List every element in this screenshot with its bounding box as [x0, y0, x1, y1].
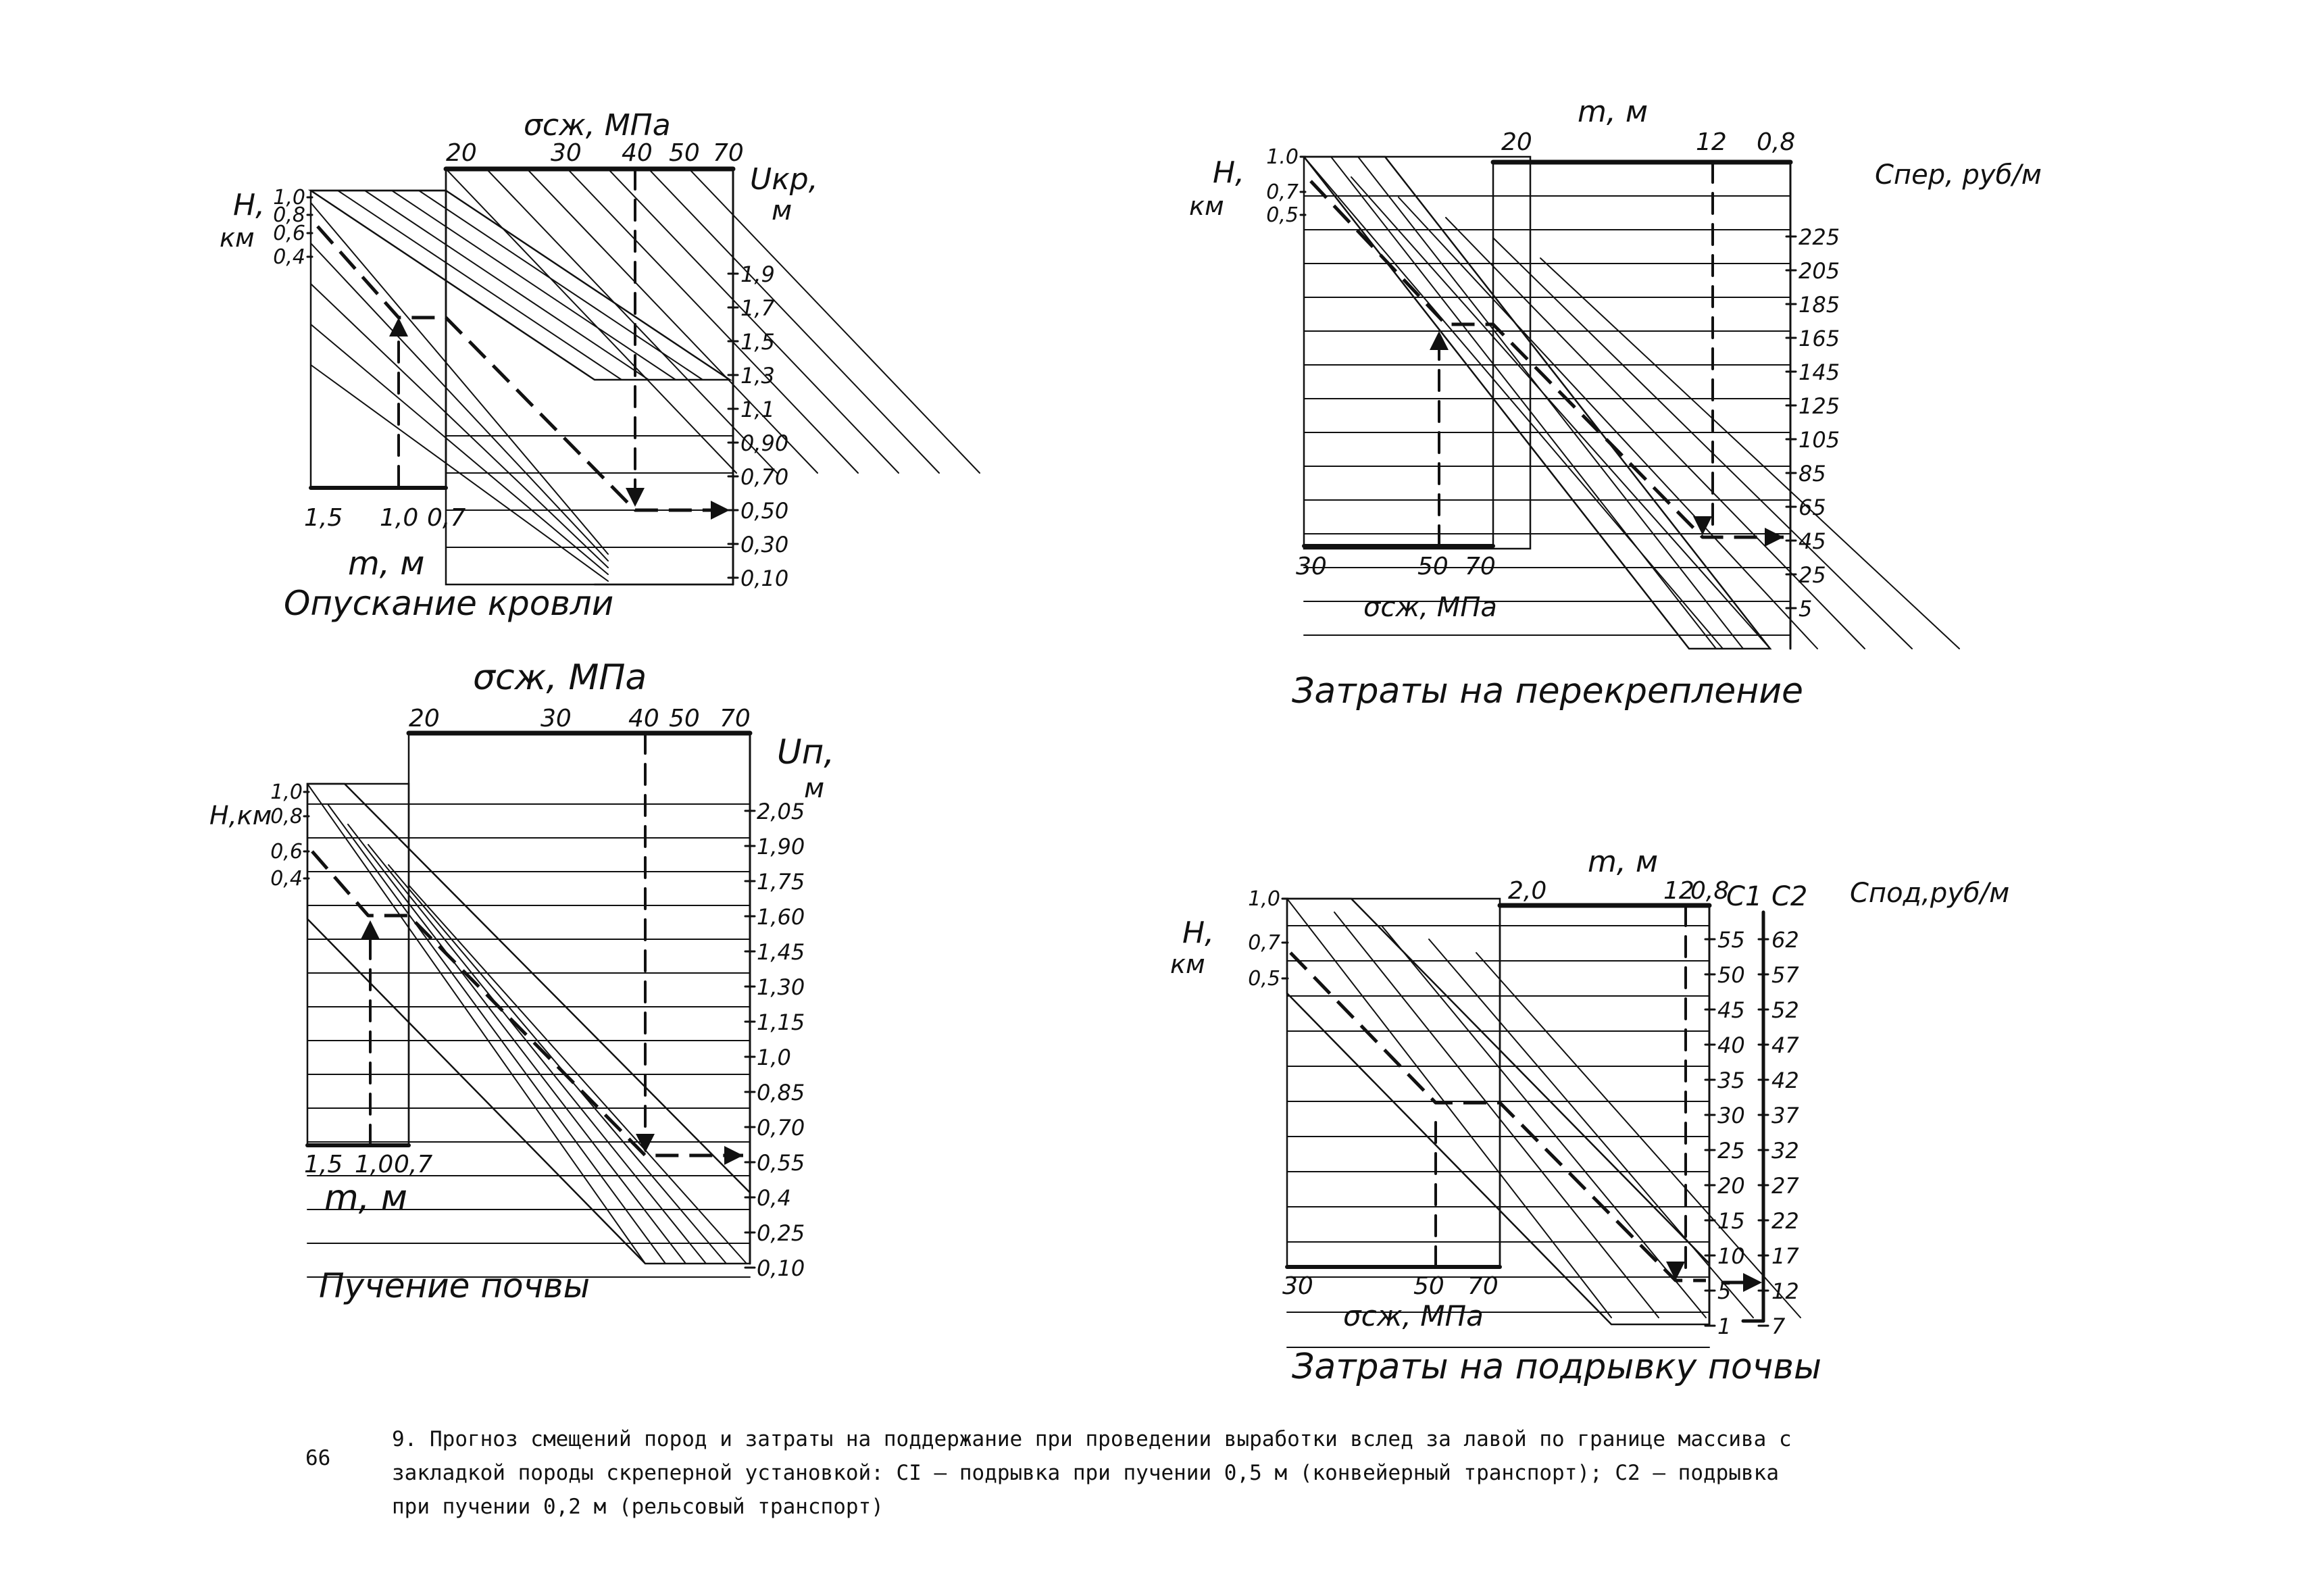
ripping-c1-tick: 10	[1717, 1243, 1745, 1269]
ripping-c1-tick: 40	[1717, 1032, 1745, 1058]
roof-right-tick: 1,5	[740, 329, 775, 355]
ripping-band-outline	[1287, 899, 1709, 1324]
heave-top-axis-label: σсж, МПа	[473, 657, 647, 698]
roof-right-axis-unit: м	[772, 195, 793, 226]
reinforce-left-tick: 1.0	[1266, 145, 1299, 169]
roof-bottom-tick: 1,0	[380, 504, 419, 532]
reinforce-right-tick: 205	[1799, 258, 1840, 284]
heave-bottom-tick: 0,7	[394, 1151, 433, 1178]
ripping-bottom-axis-label: σсж, МПа	[1343, 1299, 1484, 1332]
roof-bottom-tick: 1,5	[304, 504, 343, 532]
reinforce-right-tick: 5	[1799, 596, 1813, 622]
ripping-diagonal	[1476, 953, 1801, 1318]
ripping-c2-tick: 57	[1771, 962, 1799, 988]
heave-title: Пучение почвы	[319, 1266, 590, 1305]
heave-top-tick: 40	[628, 705, 659, 732]
ripping-c1-tick: 5	[1717, 1278, 1732, 1304]
heave-left-tick: 0,8	[270, 805, 303, 828]
ripping-c1-tick: 30	[1717, 1103, 1745, 1128]
ripping-diagonal	[1382, 926, 1706, 1318]
ripping-left-axis-label: H,	[1182, 916, 1215, 950]
ripping-top-tick: 12	[1663, 877, 1694, 905]
heave-left-axis-label: H,км	[209, 801, 272, 830]
heave-right-tick: 1,60	[757, 904, 805, 930]
ripping-left-tick: 0,5	[1248, 967, 1280, 991]
reinforce-left-tick: 0,5	[1266, 203, 1299, 227]
heave-right-tick: 1,45	[757, 939, 805, 965]
heave-right-tick: 0,10	[757, 1255, 805, 1281]
reinforce-right-axis-label: Cпер, руб/м	[1875, 159, 2042, 191]
roof-left-tick: 0,6	[273, 222, 305, 245]
ripping-c1-tick: 45	[1717, 997, 1745, 1023]
ripping-arrow	[1743, 1273, 1762, 1292]
ripping-c1-label: C1	[1726, 881, 1763, 912]
ripping-top-tick: 2,0	[1508, 877, 1547, 905]
roof-bottom-axis-label: m, м	[348, 545, 425, 582]
reinforce-right-tick: 65	[1799, 495, 1826, 520]
roof-left-axis-unit: км	[220, 223, 255, 253]
ripping-top-ticks	[1508, 877, 1729, 905]
ripping-c2-tick: 62	[1771, 927, 1799, 953]
ripping-c2-tick: 7	[1771, 1314, 1786, 1339]
roof-top-tick: 20	[446, 139, 477, 167]
reinforce-right-tick: 185	[1799, 292, 1840, 318]
heave-bottom-tick: 1,5	[304, 1151, 343, 1178]
heave-left-tick: 1,0	[270, 780, 303, 804]
ripping-c1-tick: 55	[1717, 927, 1745, 953]
heave-right-axis-label: Uп,	[777, 732, 835, 772]
heave-right-tick: 1,75	[757, 869, 805, 895]
ripping-left-ticks	[1248, 887, 1288, 991]
heave-right-tick: 0,25	[757, 1220, 805, 1246]
reinforce-right-tick: 45	[1799, 528, 1826, 554]
heave-left-tick: 0,4	[270, 867, 303, 891]
heave-right-tick: 2,05	[757, 799, 805, 824]
ripping-c2-tick: 32	[1771, 1138, 1799, 1164]
ripping-c1-tick: 50	[1717, 962, 1745, 988]
ripping-c1-tick: 20	[1717, 1173, 1745, 1199]
reinforce-top-tick: 12	[1696, 128, 1727, 156]
ripping-top-tick: 0,8	[1690, 877, 1730, 905]
ripping-c2-tick: 12	[1771, 1278, 1799, 1304]
ripping-c2-tick: 37	[1771, 1103, 1799, 1128]
reinforce-bottom-tick: 50	[1417, 553, 1449, 580]
reinforce-right-tick: 25	[1799, 562, 1826, 588]
reinforce-left-axis-unit: км	[1189, 191, 1224, 221]
reinforce-right-tick: 105	[1799, 427, 1840, 453]
heave-right-tick: 0,85	[757, 1080, 805, 1105]
ripping-c2-tick: 52	[1771, 997, 1799, 1023]
page-number: 66	[305, 1446, 331, 1470]
roof-top-tick: 70	[713, 139, 744, 167]
roof-bottom-tick: 0,7	[427, 504, 466, 532]
roof-right-tick: 0,30	[740, 532, 789, 557]
ripping-diagonal	[1334, 912, 1659, 1318]
heave-right-tick: 1,90	[757, 834, 805, 859]
ripping-c2-tick: 42	[1771, 1068, 1799, 1093]
caption-line: 9. Прогноз смещений пород и затраты на поддержание при проведении выработки вслед за лавой по границе массива с	[392, 1427, 1792, 1451]
roof-left-tick: 0,8	[273, 203, 305, 227]
reinforce-bottom-axis-label: σсж, МПа	[1363, 592, 1497, 623]
roof-right-tick: 1,1	[740, 397, 775, 422]
ripping-c1-ticks	[1705, 927, 1745, 1339]
heave-right-tick: 0,4	[757, 1185, 791, 1211]
reinforce-right-tick: 145	[1799, 359, 1840, 385]
ripping-bottom-tick: 70	[1467, 1272, 1499, 1300]
reinforce-top-tick: 0,8	[1757, 128, 1796, 156]
roof-top-tick: 40	[622, 139, 653, 167]
reinforce-left-tick: 0,7	[1266, 180, 1299, 204]
ripping-bottom-tick: 50	[1413, 1272, 1444, 1300]
roof-right-tick: 0,90	[740, 430, 789, 456]
roof-right-tick: 0,50	[740, 498, 789, 524]
roof-right-tick: 0,10	[740, 566, 789, 591]
roof-top-tick: 30	[551, 139, 582, 167]
reinforce-bottom-tick: 30	[1296, 553, 1327, 580]
heave-top-tick: 50	[669, 705, 700, 732]
ripping-left-tick: 1,0	[1248, 887, 1280, 911]
ripping-title: Затраты на подрывку почвы	[1292, 1347, 1822, 1387]
ripping-bottom-tick: 30	[1282, 1272, 1313, 1300]
reinforce-bottom-tick: 70	[1465, 553, 1496, 580]
ripping-c2-tick: 17	[1771, 1243, 1799, 1269]
ripping-left-tick: 0,7	[1248, 931, 1280, 955]
roof-right-tick: 1,7	[740, 295, 775, 321]
ripping-c2-tick: 47	[1771, 1032, 1799, 1058]
heave-right-tick: 0,55	[757, 1150, 805, 1176]
roof-top-tick: 50	[669, 139, 700, 167]
ripping-top-axis-label: m, м	[1588, 845, 1659, 879]
heave-bottom-axis-label: m, м	[324, 1178, 407, 1218]
roof-title: Опускание кровли	[284, 584, 614, 623]
ripping-c2-label: C2	[1771, 881, 1808, 912]
reinforce-right-tick: 125	[1799, 393, 1840, 419]
reinforce-left-axis-label: H,	[1213, 155, 1245, 190]
ripping-c1-tick: 15	[1717, 1208, 1745, 1234]
ripping-left-box	[1287, 899, 1500, 1267]
roof-left-tick: 1,0	[273, 186, 305, 209]
roof-top-axis-label: σсж, МПа	[524, 108, 671, 143]
ripping-right-axis-label: Cпод,руб/м	[1850, 878, 2010, 909]
heave-left-tick: 0,6	[270, 840, 303, 864]
ripping-c1-tick: 35	[1717, 1068, 1745, 1093]
ripping-c2-tick: 27	[1771, 1173, 1799, 1199]
caption-line: закладкой породы скреперной установкой: CI – подрывка при пучении 0,5 м (конвейерный транспорт); C2 – подрывка	[392, 1461, 1779, 1485]
heave-right-tick: 1,15	[757, 1009, 805, 1035]
reinforce-right-tick: 165	[1799, 326, 1840, 351]
figure-caption	[392, 1422, 1811, 1524]
caption-line: при пучении 0,2 м (рельсовый транспорт)	[392, 1495, 884, 1519]
reinforce-right-tick: 85	[1799, 461, 1826, 487]
heave-right-axis-unit: м	[804, 773, 825, 804]
heave-right-tick: 0,70	[757, 1115, 805, 1141]
ripping-left-axis-unit: км	[1170, 949, 1205, 979]
heave-bottom-tick: 1,0	[355, 1151, 394, 1178]
heave-top-tick: 70	[720, 705, 751, 732]
reinforce-right-tick: 225	[1799, 224, 1840, 250]
reinforce-top-axis-label: m, м	[1578, 95, 1649, 129]
roof-left-axis-label: H,	[233, 188, 266, 222]
heave-top-tick: 20	[409, 705, 440, 732]
reinforce-top-tick: 20	[1501, 128, 1532, 156]
roof-left-tick: 0,4	[273, 245, 305, 269]
roof-right-axis-label: Uкр,	[750, 162, 818, 197]
ripping-c2-tick: 22	[1771, 1208, 1799, 1234]
ripping-c1-tick: 25	[1717, 1138, 1745, 1164]
ripping-c1-tick: 1	[1717, 1314, 1732, 1339]
roof-right-tick: 1,3	[740, 363, 775, 389]
heave-right-tick: 1,30	[757, 974, 805, 1000]
reinforce-title: Затраты на перекрепление	[1292, 671, 1804, 712]
roof-right-tick: 0,70	[740, 464, 789, 490]
heave-right-tick: 1,0	[757, 1045, 791, 1070]
roof-right-tick: 1,9	[740, 261, 775, 287]
heave-top-tick: 30	[540, 705, 572, 732]
